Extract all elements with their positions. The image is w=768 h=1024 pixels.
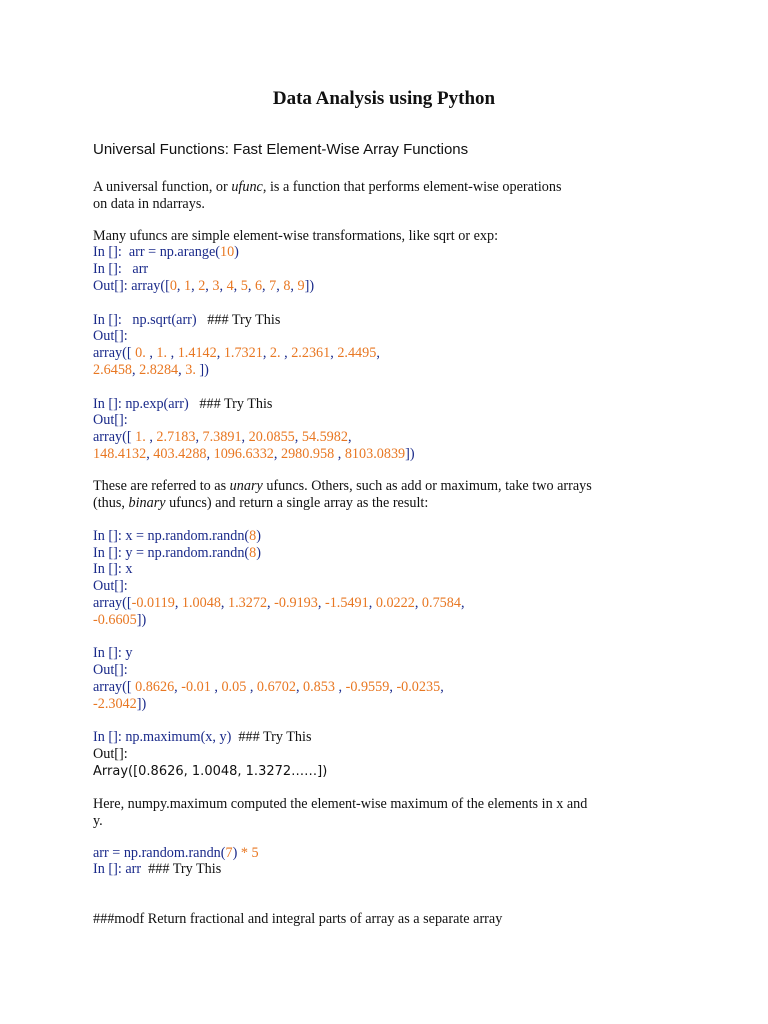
code-y-out-row-1: array([ 0.8626, -0.01 , 0.05 , 0.6702, 0.853 , -0.9559, -0.0235, [93,679,444,695]
exp-values-1: 1. , 2.7183, 7.3891, 20.0855, 54.5982 [135,429,348,445]
array-value: -0.01 [181,679,215,695]
array-value: 1.4142 [177,345,217,361]
array-value: 0.7584 [421,595,461,611]
section-heading: Universal Functions: Fast Element-Wise Array Functions [93,141,469,158]
code-x-randn: In []: x = np.random.randn(8) [93,528,261,544]
sqrt-values-2: 2.6458, 2.8284, 3. [93,362,200,378]
code-sqrt-out-row-1: array([ 0. , 1. , 1.4142, 1.7321, 2. , 2.2361, 2.4495, [93,345,380,361]
array-value: 0.6702 [256,679,296,695]
array-value: 2.2361 [291,345,331,361]
code-sqrt-in: In []: np.sqrt(arr) ### Try This [93,312,281,328]
code-arr-show: In []: arr ### Try This [93,861,222,877]
document-title: Data Analysis using Python [272,88,496,109]
arange-values: 0, 1, 2, 3, 4, 5, 6, 7, 8, 9 [169,278,305,294]
array-value: 0.0222 [375,595,415,611]
array-value: 2. [269,345,285,361]
array-value: 1 [184,278,192,294]
array-value: -0.6605 [93,612,137,628]
code-show-y: In []: y [93,645,133,661]
code-maximum-out-label: Out[]: [93,746,128,762]
explain-line-1: Here, numpy.maximum computed the element-wise maximum of the elements in x and [93,796,588,812]
intro-line-2: on data in ndarrays. [93,196,205,212]
array-value: 3 [212,278,220,294]
binary-intro-line-2: (thus, binary ufuncs) and return a single array as the result: [93,495,429,511]
code-maximum-result: Array([0.8626, 1.0048, 1.3272……]) [93,764,328,779]
array-value: 5 [240,278,248,294]
explain-line-2: y. [93,813,103,829]
code-exp-in: In []: np.exp(arr) ### Try This [93,396,273,412]
sqrt-values-1: 0. , 1. , 1.4142, 1.7321, 2. , 2.2361, 2.4495 [135,345,377,361]
array-value: 148.4132 [93,446,147,462]
array-value: 1.7321 [223,345,263,361]
array-value: 9 [297,278,305,294]
array-value: -2.3042 [93,696,137,712]
array-value: 0.8626 [135,679,175,695]
x-values-1: -0.0119, 1.0048, 1.3272, -0.9193, -1.5491, 0.0222, 0.7584 [131,595,461,611]
array-value: 2 [198,278,206,294]
code-exp-out-label: Out[]: [93,412,128,428]
code-sqrt-out-row-2: 2.6458, 2.8284, 3. ]) [93,362,209,378]
array-value: -0.9193 [274,595,318,611]
array-value: 2.4495 [337,345,377,361]
code-maximum-in: In []: np.maximum(x, y) ### Try This [93,729,312,745]
code-arr-randn-scaled: arr = np.random.randn(7) * 5 [93,845,259,861]
array-value: 2.6458 [93,362,133,378]
code-y-randn: In []: y = np.random.randn(8) [93,545,261,561]
array-value: 1.0048 [181,595,221,611]
array-value: 20.0855 [248,429,295,445]
array-value: 7 [269,278,277,294]
unary-intro: Many ufuncs are simple element-wise transformations, like sqrt or exp: [93,228,499,244]
x-values-2 [93,612,137,628]
array-value: 1096.6332 [213,446,274,462]
y-values-2 [93,696,137,712]
array-value: 7.3891 [202,429,242,445]
array-value: 6 [254,278,263,294]
code-x-out-label: Out[]: [93,578,128,594]
array-value: 1. [156,345,171,361]
array-value: 8103.0839 [344,446,406,462]
array-value: -0.0235 [396,679,441,695]
code-arange-out: Out[]: array([0, 1, 2, 3, 4, 5, 6, 7, 8, 9]) [93,278,315,294]
exp-values-2: 148.4132, 403.4288, 1096.6332, 2980.958 , 8103.0839 [93,446,406,462]
code-y-out-label: Out[]: [93,662,128,678]
array-value: 4 [226,278,234,294]
code-x-out-row-2: -0.6605]) [93,612,147,628]
array-value: 8 [283,278,291,294]
array-value: 403.4288 [153,446,207,462]
array-value: 54.5982 [301,429,348,445]
array-value: 1.3272 [228,595,268,611]
array-value: 0.05 [221,679,250,695]
array-value: 3. [185,362,200,378]
code-exp-out-row-1: array([ 1. , 2.7183, 7.3891, 20.0855, 54.5982, [93,429,352,445]
binary-intro-line-1: These are referred to as unary ufuncs. Others, such as add or maximum, take two arrays [93,478,592,494]
y-values-1: 0.8626, -0.01 , 0.05 , 0.6702, 0.853 , -0.9559, -0.0235 [135,679,441,695]
code-arr-in: In []: arr [93,261,149,277]
array-value: -1.5491 [324,595,369,611]
code-show-x: In []: x [93,561,133,577]
array-value: 0.853 [303,679,339,695]
code-exp-out-row-2: 148.4132, 403.4288, 1096.6332, 2980.958 , 8103.0839]) [93,446,415,462]
code-sqrt-out-label: Out[]: [93,328,128,344]
array-value: 2.7183 [156,429,196,445]
modf-heading: ###modf Return fractional and integral parts of array as a separate array [93,911,503,927]
code-y-out-row-2: -2.3042]) [93,696,147,712]
code-x-out-row-1: array([-0.0119, 1.0048, 1.3272, -0.9193, -1.5491, 0.0222, 0.7584, [93,595,465,611]
array-value: 1. [135,429,150,445]
array-value: 0. [135,345,150,361]
array-value: 2980.958 [280,446,338,462]
intro-line-1: A universal function, or ufunc, is a function that performs element-wise operations [93,179,562,195]
code-arange-in: In []: arr = np.arange(10) [93,244,239,260]
array-value: -0.9559 [345,679,390,695]
array-value: 0 [169,278,177,294]
array-value: 2.8284 [139,362,179,378]
array-value: -0.0119 [131,595,175,611]
